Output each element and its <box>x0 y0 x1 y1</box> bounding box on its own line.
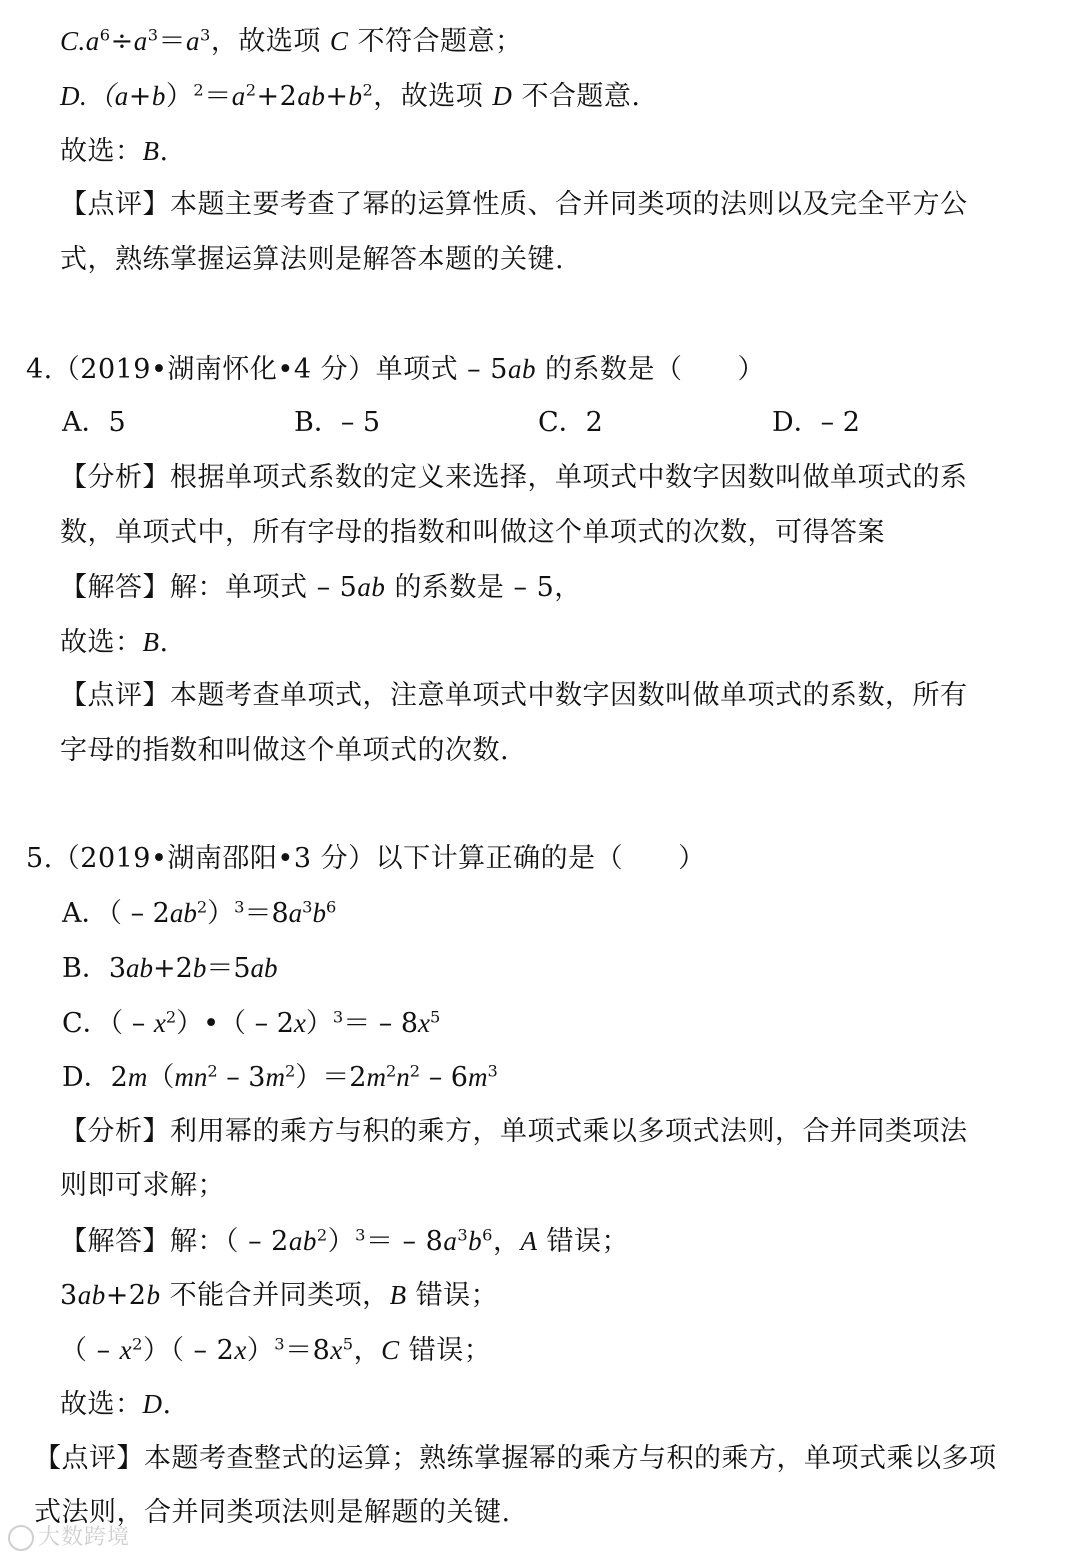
q4-comment-line-1: 【点评】本题考查单项式，注意单项式中数字因数叫做单项式的系数，所有 <box>60 680 968 711</box>
q5-answer-line-3: （ – $x^2)( - 2x)^3=8x^5$，C 错误； <box>60 1334 492 1366</box>
q5-answer-line-2: 3ab+2b 不能合并同类项，B 错误； <box>60 1280 499 1311</box>
prev-option-d: $D.(a+b)^2=a^2+2ab+b^2$，故选项 D 不合题意. <box>60 80 641 112</box>
prev-choice: 故选：B. <box>60 136 169 167</box>
q4-option-a: A．5 <box>62 407 126 438</box>
q5-option-a: A．（ – $2ab^2)^3=8a^3b^6$ <box>62 897 337 929</box>
q5-answer-line-1: 【解答】解：（ – $2ab^2)^3= - 8a^3b^6$，A 错误； <box>60 1225 630 1257</box>
q4-analysis-line-1: 【分析】根据单项式系数的定义来选择，单项式中数字因数叫做单项式的系 <box>60 462 968 493</box>
q4-option-c: C．2 <box>538 407 603 438</box>
watermark: 大数跨境 <box>8 1520 130 1551</box>
q4-analysis-line-2: 数，单项式中，所有字母的指数和叫做这个单项式的次数，可得答案 <box>60 517 885 548</box>
q5-analysis-line-2: 则即可求解； <box>60 1170 225 1201</box>
q4-choice: 故选：B. <box>60 627 169 658</box>
q5-comment-line-1: 【点评】本题考查整式的运算；熟练掌握幂的乘方与积的乘方，单项式乘以多项 <box>34 1443 997 1474</box>
q5-choice: 故选：D. <box>60 1389 172 1420</box>
prev-option-c: $C.a^6\div a^3=a^3$，故选项 C 不符合题意； <box>60 25 523 57</box>
q5-option-c: C．（ – $x^2)•( - 2x)^3= - 8x^5$ <box>62 1007 441 1039</box>
q5-option-b: B．3ab+2b＝5ab <box>62 953 278 984</box>
q5-analysis-line-1: 【分析】利用幂的乘方与积的乘方，单项式乘以多项式法则，合并同类项法 <box>60 1116 968 1147</box>
q5-stem: 5.（2019•湖南邵阳•3 分）以下计算正确的是（ ） <box>26 843 706 874</box>
q4-stem: 4.（2019•湖南怀化•4 分）单项式 – 5ab 的系数是（ ） <box>26 354 766 385</box>
q5-comment-line-2: 式法则，合并同类项法则是解题的关键. <box>34 1497 511 1528</box>
prev-comment-line-2: 式，熟练掌握运算法则是解答本题的关键. <box>60 244 565 275</box>
q5-option-d: D．$2m(mn^2 - 3m^2)=2m^2n^2 - 6m^3$ <box>62 1061 498 1093</box>
watermark-logo-icon <box>8 1525 34 1551</box>
q4-option-b: B．– 5 <box>294 407 381 438</box>
prev-comment-line-1: 【点评】本题主要考查了幂的运算性质、合并同类项的法则以及完全平方公 <box>60 189 968 220</box>
q4-option-d: D．– 2 <box>772 407 860 438</box>
q4-answer: 【解答】解：单项式 – 5ab 的系数是 – 5， <box>60 572 582 603</box>
q4-comment-line-2: 字母的指数和叫做这个单项式的次数. <box>60 735 510 766</box>
